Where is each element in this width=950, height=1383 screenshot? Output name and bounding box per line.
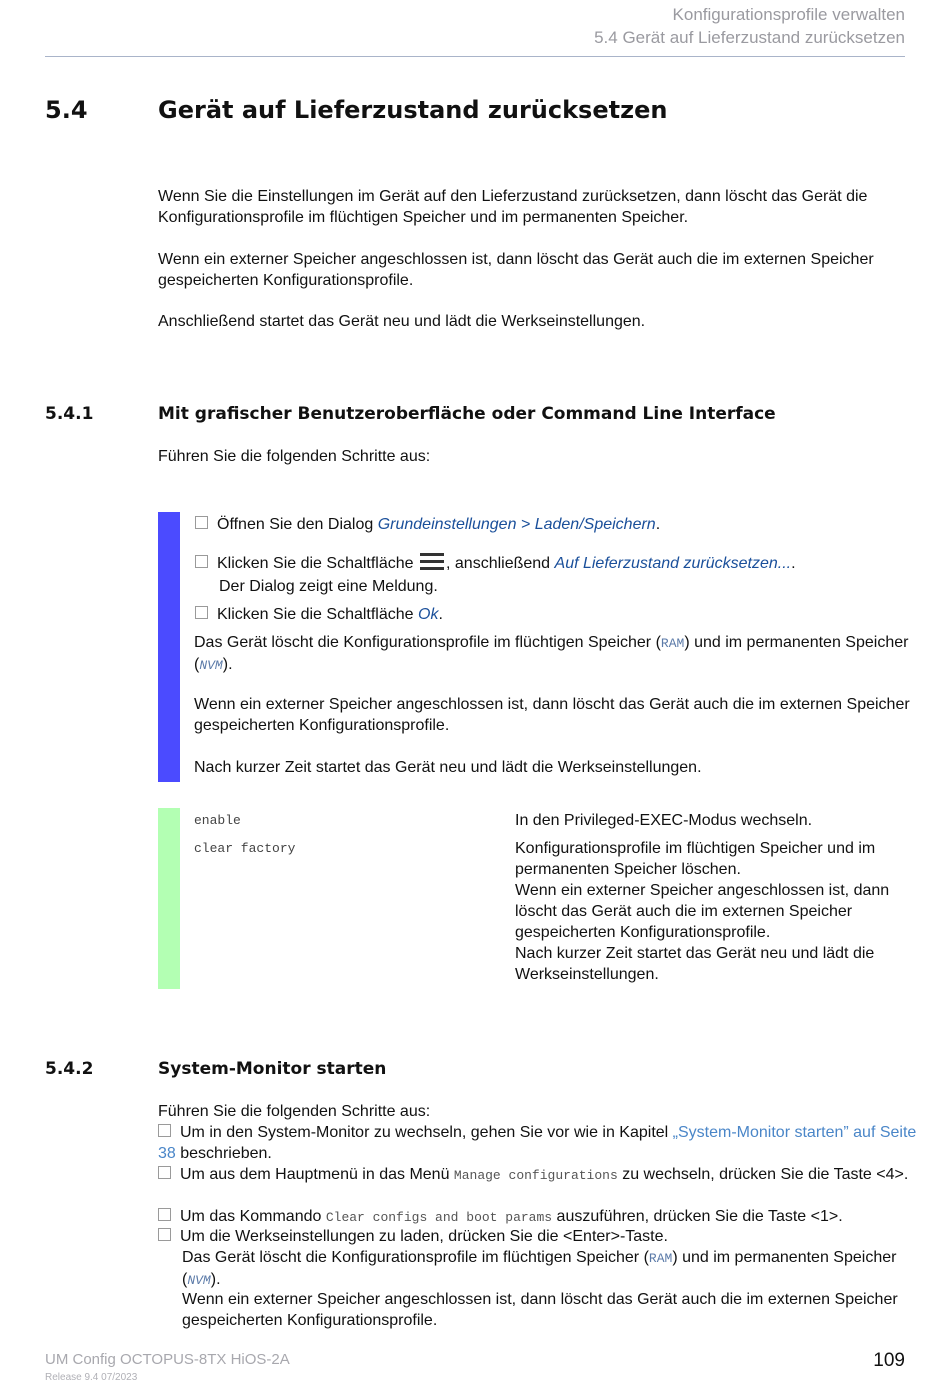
hamburger-menu-icon [420,553,444,571]
header-divider [45,56,905,57]
checkbox-icon [158,1228,171,1241]
subsection-2-title: System-Monitor starten [158,1059,387,1079]
cli-description-clear-factory: Konfigurationsprofile im flüchtigen Speicher und im permanenten Speicher löschen. Wenn ein externer Speicher angeschlossen ist, dann löscht das Gerät auch die im externen Speicher gespeicherten Konfigurationsprofile. Nach kurzer Zeit startet das Gerät neu und lädt die Werkseinstellungen. [515,840,890,983]
gui-marker-bar [158,512,180,782]
cli-description-enable: In den Privileged-EXEC-Modus wechseln. [515,812,813,829]
monitor-step-4: Um die Werkseinstellungen zu laden, drücken Sie die <Enter>-Taste. [158,1226,918,1247]
checkbox-icon [195,516,208,529]
cli-command-clear-factory: clear factory [194,841,296,856]
checkbox-icon [158,1208,171,1221]
checkbox-icon [195,555,208,568]
page-number: 109 [873,1350,905,1371]
gui-step-2: Klicken Sie die Schaltfläche , anschließend Auf Lieferzustand zurücksetzen.... [195,553,796,574]
section-paragraph-1: Wenn Sie die Einstellungen im Gerät auf den Lieferzustand zurücksetzen, dann löscht das Gerät die Konfigurationsprofile im flüchtigen Speicher und im permanenten Speicher. [158,188,868,226]
section-paragraph-3: Anschließend startet das Gerät neu und lädt die Werkseinstellungen. [158,313,646,330]
subsection-1-number: 5.4.1 [45,404,94,424]
gui-result-2: Wenn ein externer Speicher angeschlossen ist, dann löscht das Gerät auch die im externen Speicher gespeicherten Konfigurationsprofile. [194,696,910,734]
running-header-chapter: Konfigurationsprofile verwalten [672,5,905,24]
checkbox-icon [158,1124,171,1137]
cli-command-enable: enable [194,813,241,828]
checkbox-icon [158,1166,171,1179]
gui-step-3: Klicken Sie die Schaltfläche Ok. [195,604,443,625]
monitor-result-1: Das Gerät löscht die Konfigurationsprofile im flüchtigen Speicher (RAM) und im permanenten Speicher (NVM). [182,1249,897,1288]
section-paragraph-2: Wenn ein externer Speicher angeschlossen ist, dann löscht das Gerät auch die im externen Speicher gespeicherten Konfigurationsprofile. [158,251,874,289]
subsection-2-intro: Führen Sie die folgenden Schritte aus: [158,1103,431,1120]
subsection-2-number: 5.4.2 [45,1059,94,1079]
chapter-link[interactable]: „System-Monitor starten” auf Seite 38 [158,1124,917,1162]
monitor-step-3: Um das Kommando Clear configs and boot params auszuführen, drücken Sie die Taste <1>. [158,1206,918,1228]
footer-document-title: UM Config OCTOPUS-8TX HiOS-2A [45,1351,290,1368]
section-number: 5.4 [45,96,88,124]
gui-step-1: Öffnen Sie den Dialog Grundeinstellungen > Laden/Speichern. [195,514,660,535]
reset-menu-item: Auf Lieferzustand zurücksetzen... [554,555,792,572]
dialog-path: Grundeinstellungen > Laden/Speichern [377,516,656,533]
gui-step-2-note: Der Dialog zeigt eine Meldung. [219,578,438,595]
gui-result-1: Das Gerät löscht die Konfigurationsprofile im flüchtigen Speicher (RAM) und im permanenten Speicher (NVM). [194,634,909,673]
subsection-1-title: Mit grafischer Benutzeroberfläche oder Command Line Interface [158,404,776,424]
monitor-result-2: Wenn ein externer Speicher angeschlossen ist, dann löscht das Gerät auch die im externen Speicher gespeicherten Konfigurationsprofile. [182,1291,898,1329]
running-header-section: 5.4 Gerät auf Lieferzustand zurücksetzen [594,28,905,47]
ok-button-label: Ok [418,606,439,623]
subsection-1-intro: Führen Sie die folgenden Schritte aus: [158,448,431,465]
section-title: Gerät auf Lieferzustand zurücksetzen [158,96,668,124]
gui-result-3: Nach kurzer Zeit startet das Gerät neu und lädt die Werkseinstellungen. [194,759,702,776]
cli-marker-bar [158,808,180,989]
checkbox-icon [195,606,208,619]
monitor-step-2: Um aus dem Hauptmenü in das Menü Manage configurations zu wechseln, drücken Sie die Taste <4>. [158,1164,918,1186]
monitor-step-1: Um in den System-Monitor zu wechseln, gehen Sie vor wie in Kapitel „System-Monitor starten” auf Seite 38 beschrieben. [158,1124,917,1162]
footer-release: Release 9.4 07/2023 [45,1372,138,1383]
